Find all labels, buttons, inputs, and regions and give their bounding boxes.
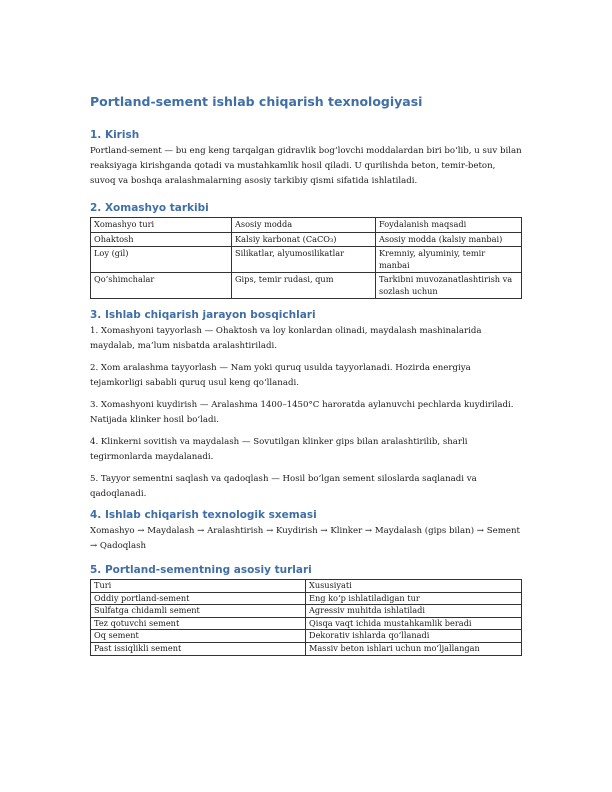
table-header-cell: Foydalanish maqsadi [376,218,522,233]
section-heading: 2. Xomashyo tarkibi [90,202,209,214]
table-cell: Sulfatga chidamli sement [91,605,306,618]
table-cell: Gips, temir rudasi, qum [232,273,376,299]
table-cell: Kremniy, alyuminiy, temir manbai [376,247,522,273]
table-cell: Loy (gil) [91,247,232,273]
table-cell: Massiv beton ishlari uchun mo‘ljallangan [306,642,522,655]
table-header-cell: Xususiyati [306,580,522,593]
table-row [91,617,522,630]
table-row [91,592,522,605]
materials-table [90,217,522,299]
table-cell: Past issiqlikli sement [91,642,306,655]
types-table [90,579,522,656]
table-row [91,605,522,618]
process-step: 5. Tayyor sementni saqlash va qadoqlash — Hosil bo‘lgan sement siloslarda saqlanadi va qadoqlanadi. [90,474,477,499]
table-header-cell: Xomashyo turi [91,218,232,233]
process-step: 3. Xomashyoni kuydirish — Aralashma 1400–1450°C haroratda aylanuvchi pechlarda kuydiriladi. Natijada klinker hosil bo‘ladi. [90,400,514,425]
table-cell: Dekorativ ishlarda qo‘llanadi [306,630,522,643]
table-cell: Eng ko‘p ishlatiladigan tur [306,592,522,605]
section-materials [90,202,522,299]
process-step: 4. Klinkerni sovitish va maydalash — Sovutilgan klinker gips bilan aralashtirilib, sharli tegirmonlarda maydalanadi. [90,437,468,462]
intro-paragraph: Portland-sement — bu eng keng tarqalgan gidravlik bog‘lovchi moddalardan biri bo‘lib, u suv bilan reaksiyaga kirishganda qotadi va mustahkamlik hosil qiladi. U qurilishda beton, temir-beton, suvoq va boshqa aralashmalarning asosiy tarkibiy qismi sifatida ishlatiladi. [90,146,522,186]
table-header-row [91,218,522,233]
table-cell: Ohaktosh [91,232,232,247]
table-row [91,642,522,655]
table-header-cell: Turi [91,580,306,593]
table-row [91,232,522,247]
table-cell: Oq sement [91,630,306,643]
document-title: Portland-sement ishlab chiqarish texnologiyasi [90,94,423,109]
table-cell: Kalsiy karbonat (CaCO₃) [232,232,376,247]
table-header-cell: Asosiy modda [232,218,376,233]
table-row [91,247,522,273]
table-cell: Agressiv muhitda ishlatiladi [306,605,522,618]
table-cell: Qo‘shimchalar [91,273,232,299]
table-row [91,630,522,643]
section-types [90,564,522,656]
table-cell: Tez qotuvchi sement [91,617,306,630]
table-cell: Oddiy portland-sement [91,592,306,605]
section-intro [90,129,522,189]
section-scheme [90,509,522,554]
table-header-row [91,580,522,593]
table-cell: Asosiy modda (kalsiy manbai) [376,232,522,247]
section-heading: 4. Ishlab chiqarish texnologik sxemasi [90,509,317,521]
section-heading: 3. Ishlab chiqarish jarayon bosqichlari [90,309,316,321]
table-cell: Qisqa vaqt ichida mustahkamlik beradi [306,617,522,630]
table-cell: Silikatlar, alyumosilikatlar [232,247,376,273]
table-row [91,273,522,299]
table-cell: Tarkibni muvozanatlashtirish va sozlash uchun [376,273,522,299]
section-heading: 5. Portland-sementning asosiy turlari [90,564,312,576]
process-step: 1. Xomashyoni tayyorlash — Ohaktosh va loy konlardan olinadi, maydalash mashinalarida maydalab, ma’lum nisbatda aralashtiriladi. [90,326,482,351]
process-step: 2. Xom aralashma tayyorlash — Nam yoki quruq usulda tayyorlanadi. Hozirda energiya tejamkorligi sababli quruq usul keng qo‘llanadi. [90,363,471,388]
section-heading: 1. Kirish [90,129,140,141]
section-process [90,309,522,502]
scheme-paragraph: Xomashyo → Maydalash → Aralashtirish → Kuydirish → Klinker → Maydalash (gips bilan) → Sement → Qadoqlash [90,526,520,551]
